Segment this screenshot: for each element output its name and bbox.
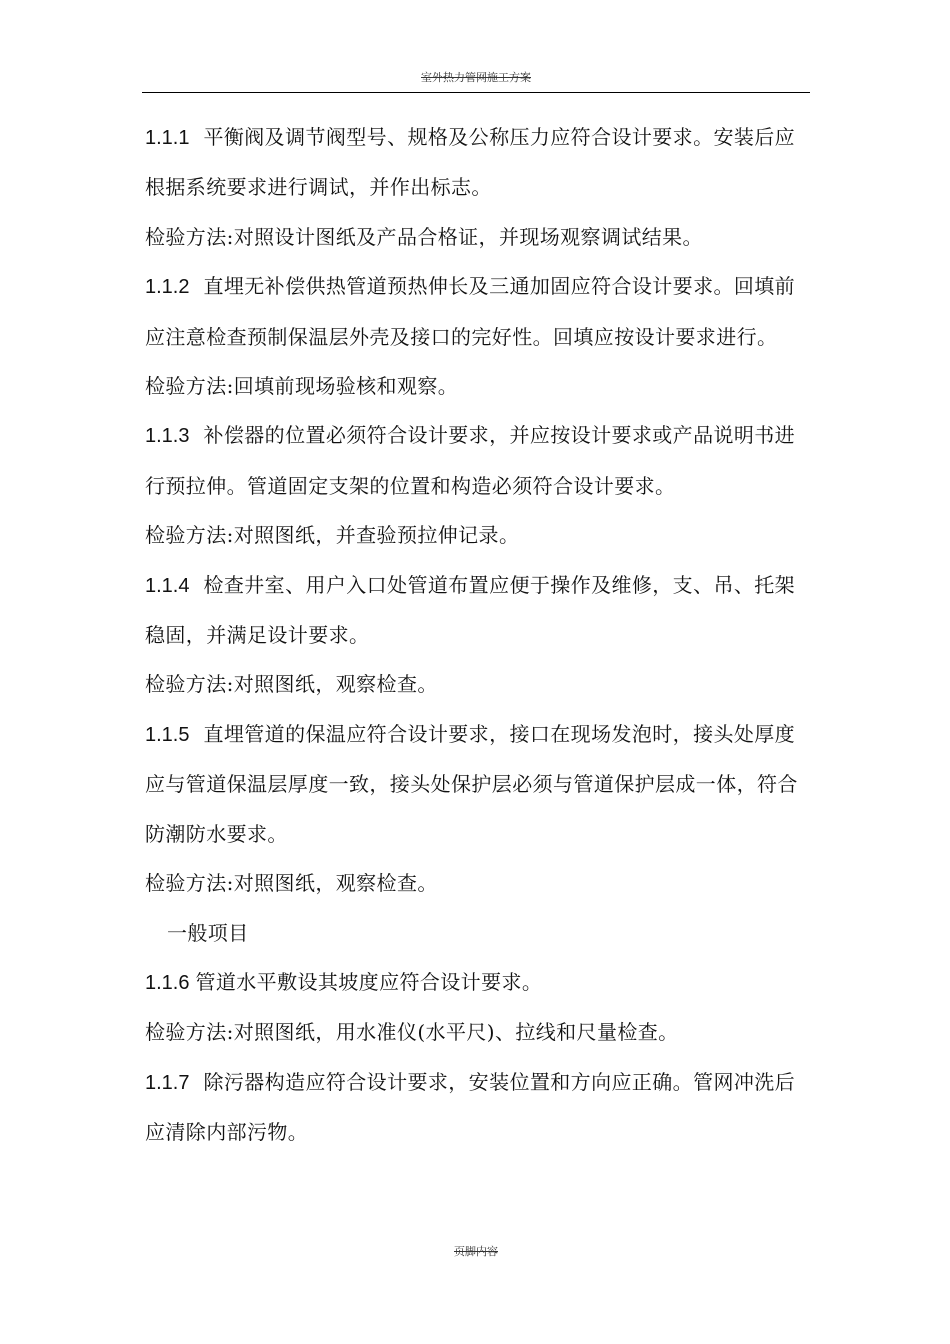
clause-text: 补偿器的位置必须符合设计要求，并应按设计要求或产品说明书进行预拉伸。管道固定支架的位置和构造必须符合设计要求。 — [145, 423, 796, 498]
clause-text: 除污器构造应符合设计要求，安装位置和方向应正确。管网冲洗后应清除内部污物。 — [145, 1069, 796, 1145]
clause-number: 1.1.2 — [145, 276, 190, 299]
clause-1-1-5 — [145, 710, 807, 859]
clause-1-1-2 — [145, 262, 807, 362]
clause-number: 1.1.4 — [145, 574, 190, 597]
footer-text: 页脚内容 — [454, 1245, 498, 1258]
inspection-method: 检验方法:对照图纸，观察检查。 — [145, 672, 438, 697]
inspection-method: 检验方法:对照图纸，用水准仪(水平尺)、拉线和尺量检查。 — [145, 1020, 679, 1045]
header-title: 室外热力管网施工方案 — [421, 71, 531, 84]
clause-text: 管道水平敷设其坡度应符合设计要求。 — [195, 969, 543, 994]
clause-1-1-3 — [145, 411, 807, 511]
page-header — [142, 71, 810, 85]
inspection-method: 检验方法:回填前现场验核和观察。 — [145, 374, 459, 399]
header-divider — [142, 92, 810, 93]
clause-number: 1.1.5 — [145, 723, 190, 746]
inspection-method: 检验方法:对照设计图纸及产品合格证，并现场观察调试结果。 — [145, 224, 703, 249]
clause-number: 1.1.3 — [145, 425, 190, 448]
clause-text: 平衡阀及调节阀型号、规格及公称压力应符合设计要求。安装后应根据系统要求进行调试，并作出标志。 — [145, 125, 796, 200]
clause-number: 1.1.6 — [145, 971, 190, 994]
inspection-method: 检验方法:对照图纸，观察检查。 — [145, 871, 438, 896]
clause-1-1-1 — [145, 113, 807, 213]
clause-1-1-7 — [145, 1058, 807, 1158]
clause-text: 直埋管道的保温应符合设计要求，接口在现场发泡时，接头处厚度应与管道保温层厚度一致，接头处保护层必须与管道保护层成一体，符合防潮防水要求。 — [145, 721, 798, 846]
clause-number: 1.1.7 — [145, 1071, 190, 1094]
document-body — [145, 113, 807, 1158]
clause-1-1-4 — [145, 561, 807, 661]
clause-text: 直埋无补偿供热管道预热伸长及三通加固应符合设计要求。回填前应注意检查预制保温层外壳及接口的完好性。回填应按设计要求进行。 — [145, 274, 796, 349]
clause-text: 检查井室、用户入口处管道布置应便于操作及维修，支、吊、托架稳固，并满足设计要求。 — [145, 572, 796, 648]
clause-1-1-6 — [145, 958, 807, 1008]
section-heading: 一般项目 — [167, 920, 249, 945]
page-footer — [142, 1245, 810, 1259]
clause-number: 1.1.1 — [145, 127, 190, 149]
inspection-method: 检验方法:对照图纸，并查验预拉伸记录。 — [145, 523, 520, 548]
